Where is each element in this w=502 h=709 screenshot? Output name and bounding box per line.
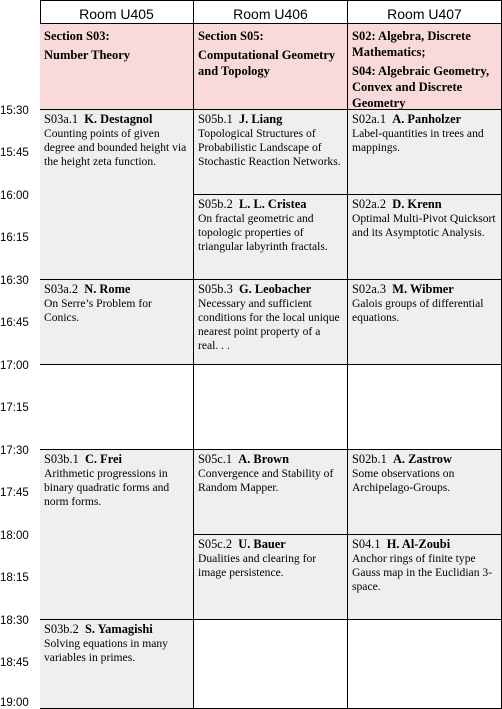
empty-cell <box>194 365 348 450</box>
talk-speaker: H. Al-Zoubi <box>386 537 451 551</box>
talk-code: S05b.3 <box>198 282 233 296</box>
time-label: 16:00 <box>0 190 29 202</box>
time-column <box>0 0 40 709</box>
talk-speaker: S. Yamagishi <box>84 622 153 636</box>
talk-speaker: K. Destagnol <box>84 112 153 126</box>
section-header <box>348 24 502 110</box>
talk-cell[interactable] <box>194 280 348 365</box>
talk-code: S05b.1 <box>198 112 233 126</box>
talk-title: Galois groups of differential equations. <box>352 297 484 324</box>
talk-speaker: G. Leobacher <box>238 282 312 296</box>
talk-title: Topological Structures of Probabilistic Landscape of Stochastic Reaction Networks. <box>198 127 341 168</box>
talk-title: On Serre’s Problem for Conics. <box>44 297 152 324</box>
time-label: 16:45 <box>0 317 29 329</box>
talk-cell[interactable] <box>194 110 348 195</box>
section-line: Computational Geometry and Topology <box>198 48 336 78</box>
talk-code: S03b.1 <box>44 452 79 466</box>
talk-cell[interactable] <box>40 620 194 709</box>
section-line: S04: Algebraic Geometry, Convex and Discrete Geometry <box>352 64 490 110</box>
time-label: 15:45 <box>0 147 29 159</box>
talk-speaker: A. Panholzer <box>392 112 462 126</box>
talk-code: S02b.1 <box>352 452 387 466</box>
talk-title: Counting points of given degree and bounded height via the height zeta function. <box>44 127 187 168</box>
talk-cell[interactable] <box>40 110 194 280</box>
talk-code: S03a.2 <box>44 282 79 296</box>
room-header: Room U406 <box>194 0 348 24</box>
talk-cell[interactable] <box>348 110 502 195</box>
talk-title: Label-quantities in trees and mappings. <box>352 127 484 154</box>
talk-speaker: L. L. Cristea <box>238 197 307 211</box>
room-header: Room U405 <box>40 0 194 24</box>
talk-code: S03b.2 <box>44 622 79 636</box>
talk-code: S05c.2 <box>198 537 233 551</box>
talk-title: Dualities and clearing for image persistence. <box>198 552 317 579</box>
talk-speaker: C. Frei <box>84 452 122 466</box>
empty-cell <box>348 620 502 709</box>
empty-cell <box>194 620 348 709</box>
time-label: 16:30 <box>0 275 29 287</box>
talk-title: Necessary and sufficient conditions for the local unique nearest point property of a real. . . <box>198 297 340 352</box>
time-label: 17:45 <box>0 487 29 499</box>
talk-speaker: D. Krenn <box>392 197 442 211</box>
time-label: 19:00 <box>0 697 29 709</box>
section-header <box>194 24 348 110</box>
talk-cell[interactable] <box>40 280 194 365</box>
section-line: Section S03: <box>44 29 110 43</box>
talk-code: S02a.2 <box>352 197 387 211</box>
talk-speaker: J. Liang <box>238 112 283 126</box>
talk-cell[interactable] <box>348 450 502 535</box>
talk-code: S05b.2 <box>198 197 233 211</box>
time-label: 15:30 <box>0 105 29 117</box>
talk-title: On fractal geometric and topologic properties of triangular labyrinth fractals. <box>198 212 328 253</box>
talk-title: Arithmetic progressions in binary quadratic forms and norm forms. <box>44 467 170 508</box>
talk-cell[interactable] <box>194 535 348 620</box>
talk-cell[interactable] <box>194 450 348 535</box>
time-label: 17:00 <box>0 360 29 372</box>
section-line: Section S05: <box>198 29 264 43</box>
talk-cell[interactable] <box>348 280 502 365</box>
talk-cell[interactable] <box>194 195 348 280</box>
talk-speaker: A. Brown <box>238 452 289 466</box>
talk-speaker: U. Bauer <box>238 537 286 551</box>
time-label: 17:30 <box>0 445 29 457</box>
talk-title: Convergence and Stability of Random Mapper. <box>198 467 334 494</box>
time-label: 18:45 <box>0 657 29 669</box>
talk-title: Solving equations in many variables in primes. <box>44 637 168 664</box>
schedule-grid <box>40 0 502 709</box>
talk-code: S05c.1 <box>198 452 233 466</box>
talk-code: S02a.1 <box>352 112 387 126</box>
time-label: 17:15 <box>0 402 29 414</box>
time-label: 16:15 <box>0 232 29 244</box>
talk-code: S03a.1 <box>44 112 79 126</box>
talk-code: S02a.3 <box>352 282 387 296</box>
section-line: Number Theory <box>44 48 130 62</box>
room-header: Room U407 <box>348 0 502 24</box>
section-line: S02: Algebra, Discrete Mathematics; <box>352 29 471 59</box>
talk-title: Optimal Multi-Pivot Quicksort and its Asymptotic Analysis. <box>352 212 496 239</box>
time-label: 18:15 <box>0 572 29 584</box>
talk-cell[interactable] <box>40 450 194 620</box>
section-header <box>40 24 194 110</box>
talk-cell[interactable] <box>348 195 502 280</box>
empty-cell <box>40 365 194 450</box>
talk-title: Some observations on Archipelago-Groups. <box>352 467 455 494</box>
talk-speaker: M. Wibmer <box>392 282 454 296</box>
talk-speaker: A. Zastrow <box>392 452 452 466</box>
talk-title: Anchor rings of finite type Gauss map in the Euclidian 3-space. <box>352 552 493 593</box>
time-label: 18:00 <box>0 530 29 542</box>
empty-cell <box>348 365 502 450</box>
talk-cell[interactable] <box>348 535 502 620</box>
time-label: 18:30 <box>0 615 29 627</box>
talk-speaker: N. Rome <box>84 282 131 296</box>
talk-code: S04.1 <box>352 537 381 551</box>
